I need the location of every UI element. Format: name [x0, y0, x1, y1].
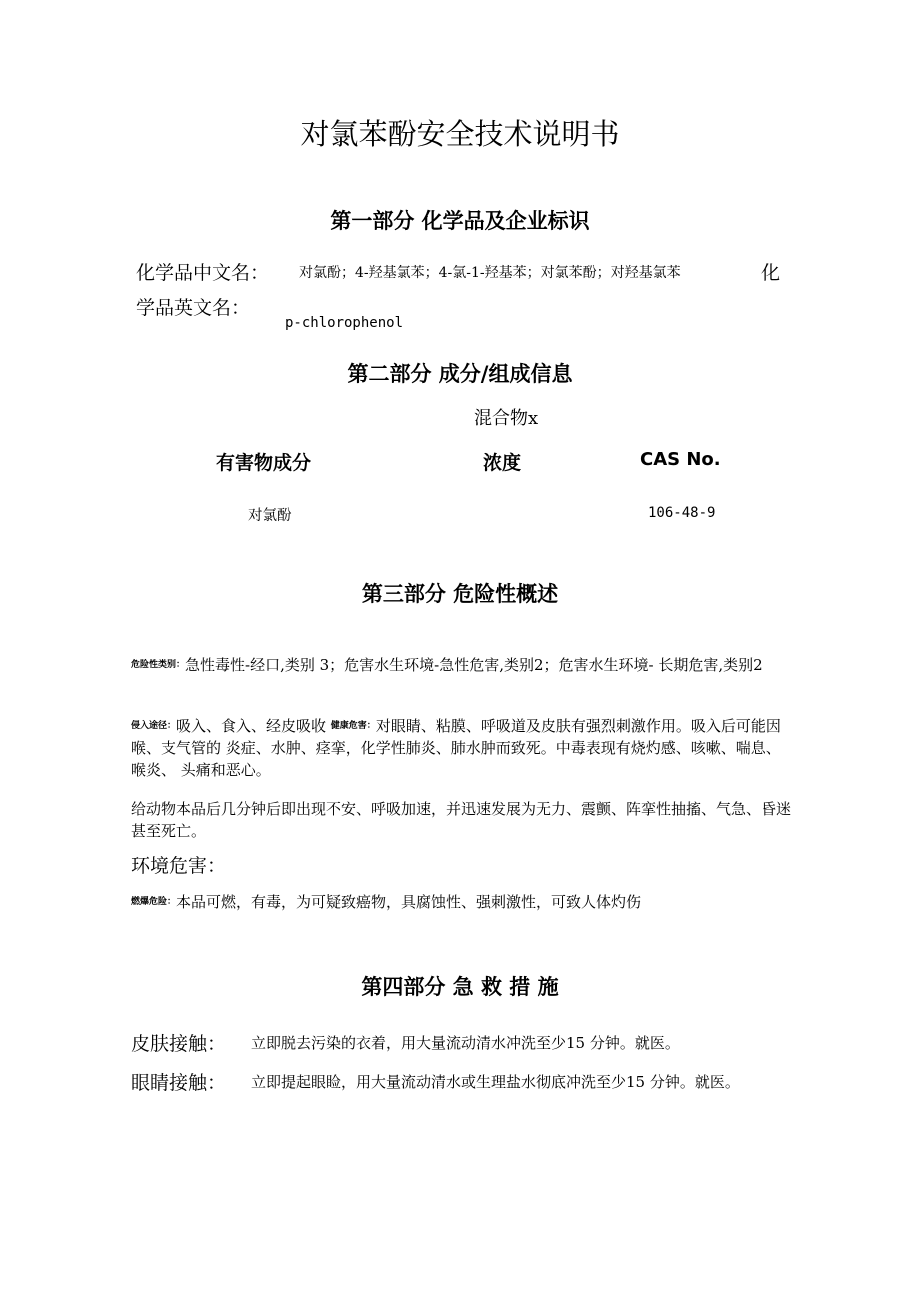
en-name-label-start: 化	[761, 262, 781, 284]
hazard-category-paragraph	[131, 654, 793, 676]
part3-heading: 第三部分 危险性概述	[361, 582, 559, 606]
eye-contact-label: 眼睛接触：	[131, 1072, 227, 1094]
skin-contact-label: 皮肤接触：	[131, 1033, 227, 1055]
entry-route-label: 侵入途径：	[131, 721, 177, 731]
fire-hazard-paragraph	[131, 891, 793, 913]
health-paragraph	[131, 715, 793, 781]
en-name-label: 学品英文名：	[136, 297, 251, 319]
mixture-label: 混合物x	[474, 408, 539, 429]
health-hazard-label: 健康危害：	[330, 721, 376, 731]
table-cell-component: 对氯酚	[248, 508, 292, 524]
table-cell-cas: 106-48-9	[648, 505, 716, 521]
en-name-value: p-chlorophenol	[285, 315, 404, 331]
fire-hazard-label: 燃爆危险：	[131, 897, 177, 907]
part1-heading: 第一部分 化学品及企业标识	[330, 209, 590, 233]
hazard-category-value: 急性毒性-经口,类别 3；危害水生环境-急性危害,类别2；危害水生环境- 长期危害,类别2	[185, 656, 763, 674]
cn-name-label: 化学品中文名：	[136, 262, 270, 284]
animal-paragraph: 给动物本品后几分钟后即出现不安、呼吸加速，并迅速发展为无力、震颤、阵挛性抽搐、气急、昏迷甚至死亡。	[131, 800, 792, 840]
eye-contact-value: 立即提起眼睑，用大量流动清水或生理盐水彻底冲洗至少15 分钟。就医。	[251, 1073, 740, 1091]
fire-hazard-value: 本品可燃，有毒，为可疑致癌物，具腐蚀性、强刺激性，可致人体灼伤	[176, 893, 642, 911]
part2-heading: 第二部分 成分/组成信息	[347, 362, 573, 386]
table-header-cas: CAS No.	[640, 449, 721, 470]
table-header-concentration: 浓度	[483, 452, 522, 474]
entry-route-value: 吸入、食入、经皮吸收	[176, 717, 331, 735]
part4-heading: 第四部分 急 救 措 施	[361, 975, 559, 999]
document-title: 对氯苯酚安全技术说明书	[300, 117, 620, 151]
cn-name-value: 对氯酚；4-羟基氯苯；4-氯-1-羟基苯；对氯苯酚；对羟基氯苯	[299, 265, 681, 281]
env-hazard-label: 环境危害：	[131, 855, 227, 877]
table-header-component: 有害物成分	[216, 452, 312, 474]
hazard-category-label: 危险性类别：	[131, 660, 186, 670]
skin-contact-value: 立即脱去污染的衣着，用大量流动清水冲洗至少15 分钟。就医。	[251, 1034, 680, 1052]
health-hazard-value: 对眼睛、粘膜、呼吸道及皮肤有强烈刺激作用。吸入后可能因喉、支气管的 炎症、水肿、痉挛，化学性肺炎、肺水肿而致死。中毒表现有烧灼感、咳嗽、喘息、喉炎、 头痛和恶心。	[131, 717, 781, 779]
